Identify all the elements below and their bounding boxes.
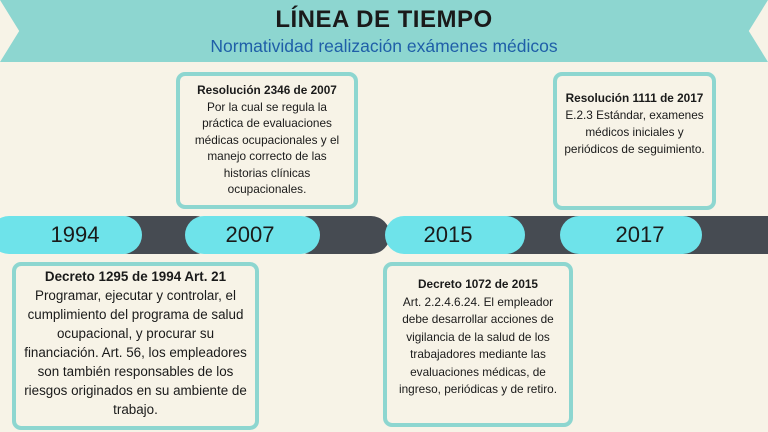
card-1994 <box>12 262 259 430</box>
card-2015-body: Art. 2.2.4.6.24. El empleador debe desarrollar acciones de vigilancia de la salud de los trabajadores mediante las evaluaciones médicas, de ingreso, periódicas y de retiro. <box>398 294 558 396</box>
card-2007 <box>176 72 358 209</box>
year-label-2017: 2017 <box>615 222 665 247</box>
card-1994-title: Decreto 1295 de 1994 Art. 21 <box>44 269 227 284</box>
page-subtitle: Normatividad realización exámenes médicos <box>210 36 558 56</box>
card-2017-body: E.2.3 Estándar, examenes médicos iniciales y periódicos de seguimiento. <box>564 108 705 156</box>
year-label-1994: 1994 <box>50 222 100 247</box>
year-label-2015: 2015 <box>423 222 473 247</box>
card-1994-body: Programar, ejecutar y controlar, el cumplimiento del programa de salud ocupacional, y procurar su financiación. Art. 56, los empleadores son también responsables de los riesgos originados en su ambiente de trabajo. <box>24 288 247 417</box>
card-2007-title: Resolución 2346 de 2007 <box>197 83 337 97</box>
card-2015 <box>383 262 573 427</box>
year-label-2007: 2007 <box>225 222 275 247</box>
card-2017 <box>553 72 716 210</box>
card-2015-title: Decreto 1072 de 2015 <box>417 277 538 291</box>
card-2007-body: Por la cual se regula la práctica de evaluaciones médicas ocupacionales y el manejo correcto de las historias clínicas ocupacionales. <box>194 99 340 196</box>
page-title: LÍNEA DE TIEMPO <box>275 6 493 33</box>
card-2017-title: Resolución 1111 de 2017 <box>565 91 704 105</box>
